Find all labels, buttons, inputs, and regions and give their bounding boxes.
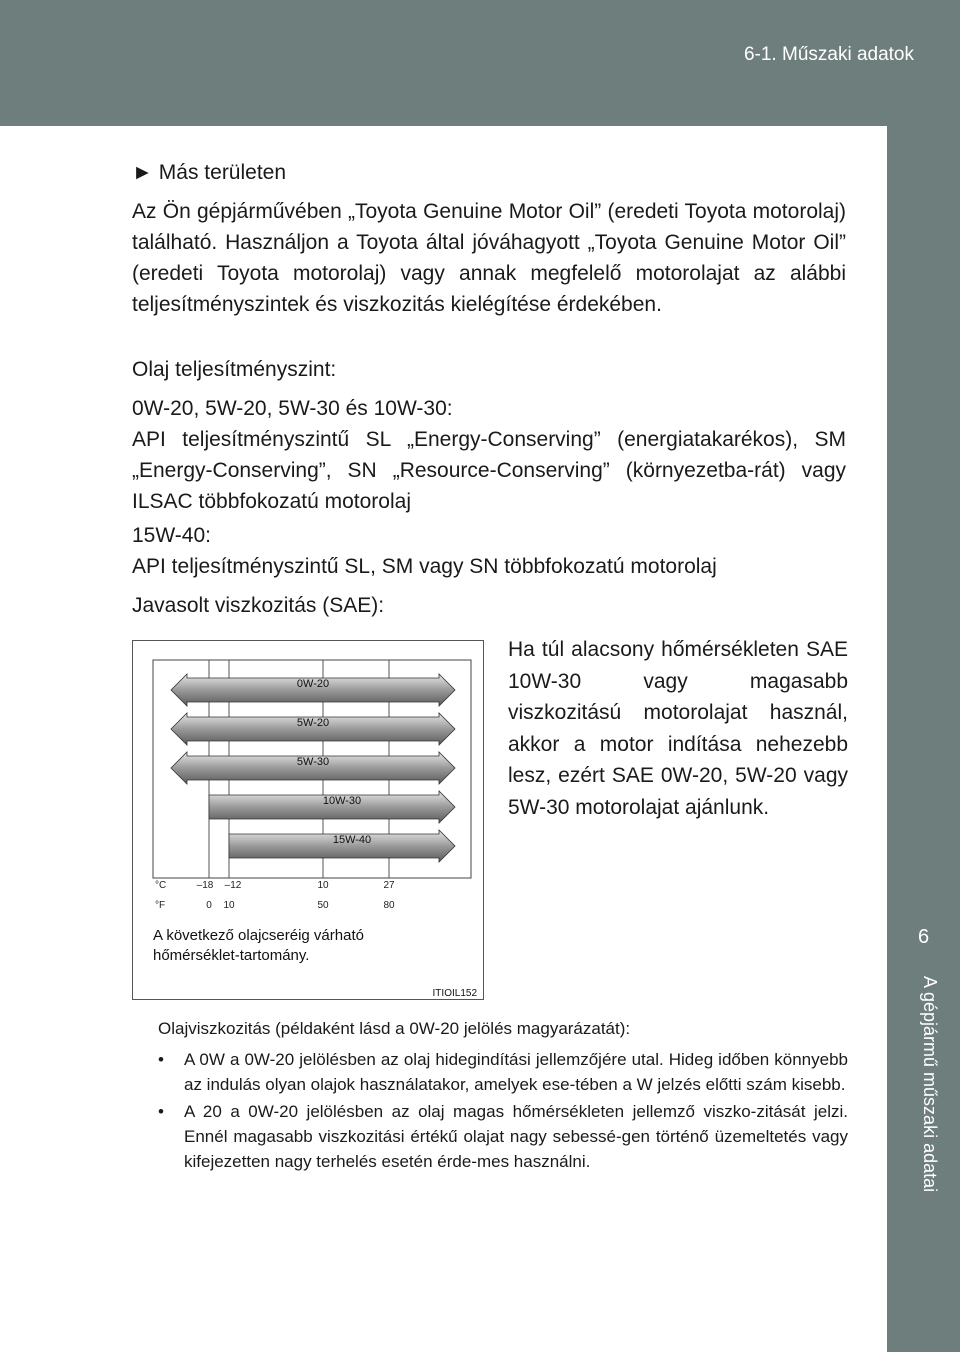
oil-level-label: Olaj teljesítményszint: [132,358,337,381]
celsius-tick-label: –12 [224,880,242,891]
bar-label: 5W-30 [296,756,330,768]
chart-caption-line-2: hőmérséklet-tartomány. [153,947,310,964]
viscosity-chart-svg [133,641,483,999]
side-tab-background [887,126,960,896]
celsius-tick-label: –18 [196,880,214,891]
bar-label: 10W-30 [322,795,362,807]
fahrenheit-tick-label: 10 [223,900,235,911]
grade-group-1: 0W-20, 5W-20, 5W-30 és 10W-30: [132,397,453,420]
fahrenheit-tick-label: 0 [206,900,212,911]
bar-label: 5W-20 [296,717,330,729]
bar-label: 0W-20 [296,678,330,690]
fahrenheit-unit-label: °F [155,900,166,911]
figure-id: ITIOIL152 [432,988,477,999]
bar-label: 15W-40 [332,834,372,846]
chapter-title: A gépjármű műszaki adatai [920,976,940,1193]
triangle-bullet-icon: ► [132,161,153,184]
intro-paragraph: Az Ön gépjárművében „Toyota Genuine Motor Oil” (eredeti Toyota motorolaj) található. Használjon a Toyota által jóváhagyott „Toyota Genuine Motor Oil” (eredeti Toyota motorolaj) vagy annak megfelelő motorolajat az alábbi teljesítményszintek és viszkozitás kielégítése érdekében. [132,200,846,316]
footnote-list [158,1047,848,1174]
celsius-tick-label: 10 [317,880,329,891]
viscosity-footnote [158,1016,848,1176]
fahrenheit-tick-label: 80 [383,900,395,911]
celsius-unit-label: °C [155,880,167,891]
footnote-item: • A 0W a 0W-20 jelölésben az olaj hidegindítási jellemzőjére utal. Hideg időben könnyebb az indulás olyan olajok használatakor, amelyek ese-tében a W jelzés előtti szám kisebb. [158,1047,848,1097]
grade-group-1-desc: API teljesítményszintű SL „Energy-Conserving” (energiatakarékos), SM „Energy-Conserving”, SN „Resource-Conserving” (környezetba-rát) vagy ILSAC többfokozatú motorolaj [132,428,846,513]
celsius-tick-label: 27 [383,880,395,891]
subheading [132,157,846,188]
grade-group-2-desc: API teljesítményszintű SL, SM vagy SN többfokozatú motorolaj [132,555,717,578]
grade-group-2: 15W-40: [132,524,211,547]
section-title: 6-1. Műszaki adatok [743,44,914,65]
fahrenheit-tick-label: 50 [317,900,329,911]
cold-start-paragraph: Ha túl alacsony hőmérsékleten SAE 10W-30 vagy magasabb viszkozitású motorolajat használ, akkor a motor indítása nehezebb lesz, ezért SAE 0W-20, 5W-20 vagy 5W-30 motorolajat ajánlunk. [508,638,848,819]
chart-caption-line-1: A következő olajcseréig várható [153,927,364,944]
viscosity-chart [132,640,484,1000]
footnote-title: Olajviszkozitás (példaként lásd a 0W-20 jelölés magyarázatát): [158,1019,631,1038]
viscosity-label: Javasolt viszkozitás (SAE): [132,594,385,617]
footnote-item: • A 20 a 0W-20 jelölésben az olaj magas hőmérsékleten jellemző viszko-zitását jelzi. Ennél magasabb viszkozitási értékű olajat nagy sebessé-gen történő üzemeltetés vagy kifejezetten nagy terhelés esetén érde-mes használni. [158,1099,848,1174]
subheading-text: Más területen [158,161,287,184]
chapter-number: 6 [917,926,930,948]
